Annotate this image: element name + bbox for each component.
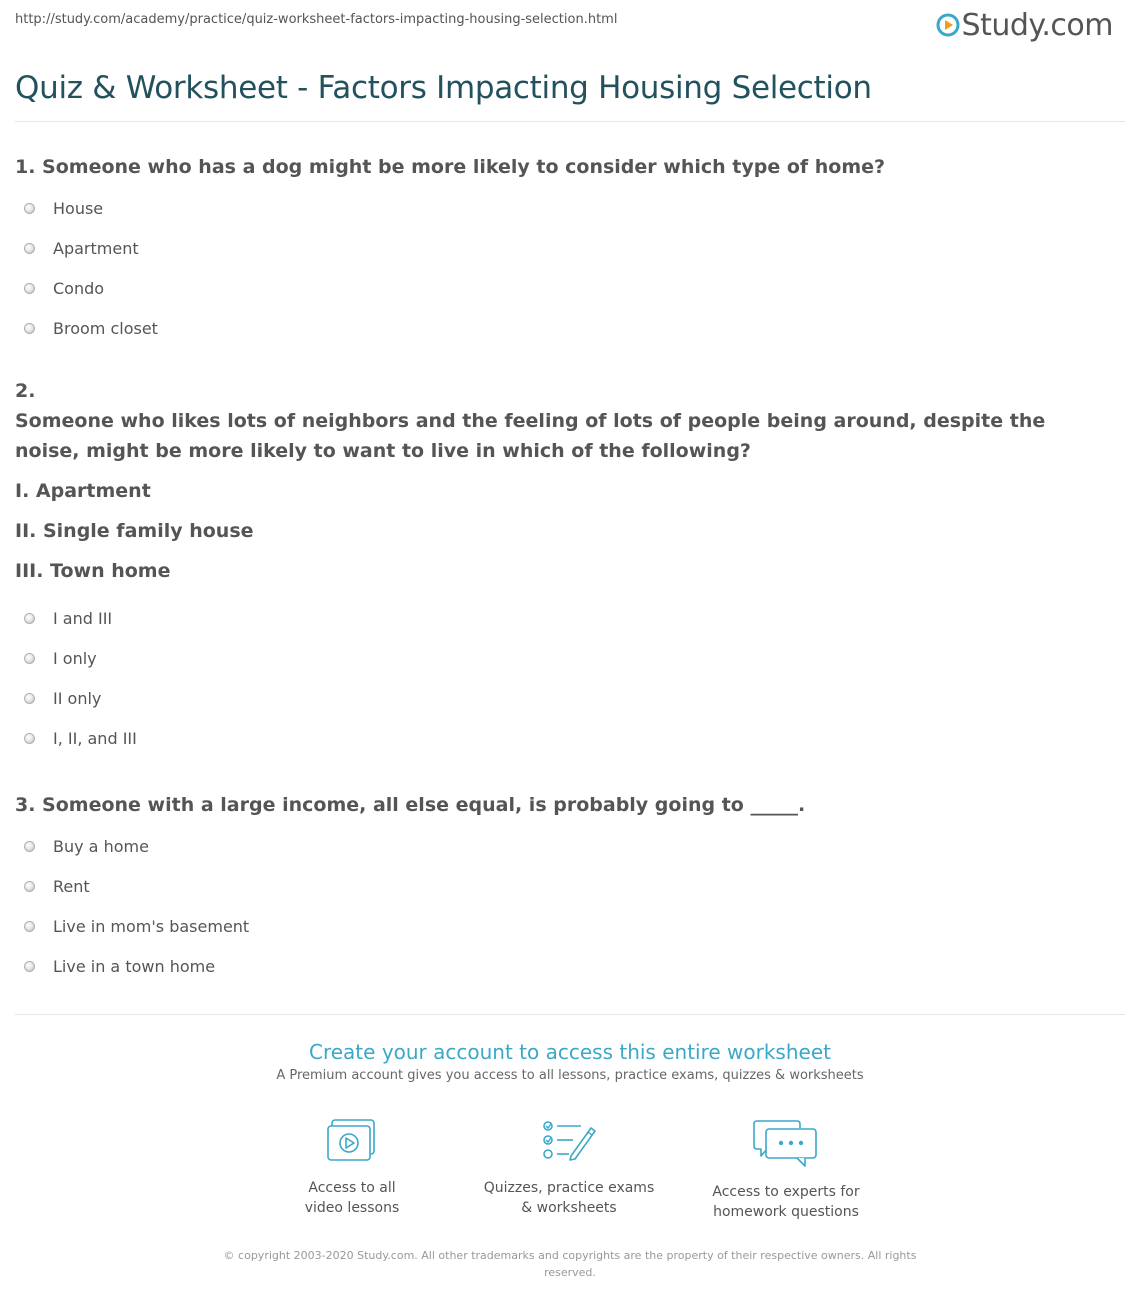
radio-icon[interactable] [24,653,35,664]
quiz-checklist-icon [541,1118,597,1164]
radio-icon[interactable] [24,841,35,852]
question-1 [15,152,1115,348]
statement-line: I. Apartment [15,480,151,502]
cta-subtitle: A Premium account gives you access to all lessons, practice exams, quizzes & worksheets [276,1068,864,1083]
answer-option[interactable] [15,268,1115,308]
option-label: Live in mom's basement [53,916,250,936]
chat-bubbles-icon [753,1118,819,1168]
option-label: I, II, and III [53,728,137,748]
logo-text: Study.com [961,7,1113,43]
answer-option[interactable] [15,308,1115,348]
statement-line: II. Single family house [15,520,254,542]
question-text: Someone who likes lots of neighbors and the feeling of lots of people being around, despite the noise, might be more likely to want to live in which of the following? [15,410,1046,462]
option-label: Buy a home [53,836,149,856]
radio-icon[interactable] [24,733,35,744]
copyright-notice: © copyright 2003-2020 Study.com. All other trademarks and copyrights are the property of their respective owners. All rights reserved. [223,1249,917,1279]
question-number: 2. [15,380,36,402]
answer-option[interactable] [15,826,1115,866]
answer-option[interactable] [15,598,1115,638]
cta-divider [15,1014,1125,1015]
option-label: Condo [53,278,105,298]
page-url: http://study.com/academy/practice/quiz-worksheet-factors-impacting-housing-selection.html [15,12,618,27]
radio-icon[interactable] [24,203,35,214]
video-lessons-icon [326,1118,378,1164]
answer-option[interactable] [15,228,1115,268]
answer-option[interactable] [15,866,1115,906]
cta-title-link[interactable]: Create your account to access this entire worksheet [309,1040,831,1064]
study-logo[interactable] [936,8,1113,42]
feature-experts [676,1118,896,1222]
answer-options [15,598,1115,758]
option-label: I only [53,648,97,668]
option-label: I and III [53,608,113,628]
radio-icon[interactable] [24,693,35,704]
answer-option[interactable] [15,188,1115,228]
radio-icon[interactable] [24,961,35,972]
answer-option[interactable] [15,638,1115,678]
question-2 [15,376,1115,758]
radio-icon[interactable] [24,243,35,254]
option-label: House [53,198,104,218]
option-label: Live in a town home [53,956,216,976]
option-label: II only [53,688,102,708]
title-divider [15,121,1125,122]
feature-label: Access to all video lessons [304,1180,400,1216]
radio-icon[interactable] [24,323,35,334]
feature-label: Quizzes, practice exams & worksheets [483,1180,655,1216]
feature-label: Access to experts for homework questions [712,1184,860,1220]
statement-line: III. Town home [15,560,171,582]
feature-video-lessons [242,1118,462,1218]
option-label: Apartment [53,238,139,258]
answer-options [15,826,1115,986]
question-text: 1. Someone who has a dog might be more likely to consider which type of home? [15,156,886,178]
question-text: 3. Someone with a large income, all else equal, is probably going to _____. [15,794,806,816]
radio-icon[interactable] [24,921,35,932]
feature-quizzes [459,1118,679,1218]
radio-icon[interactable] [24,283,35,294]
answer-option[interactable] [15,946,1115,986]
answer-options [15,188,1115,348]
answer-option[interactable] [15,906,1115,946]
radio-icon[interactable] [24,613,35,624]
page-title: Quiz & Worksheet - Factors Impacting Housing Selection [15,70,872,106]
answer-option[interactable] [15,678,1115,718]
answer-option[interactable] [15,718,1115,758]
option-label: Rent [53,876,90,896]
play-circle-icon [936,13,960,37]
question-3 [15,790,1115,986]
option-label: Broom closet [53,318,158,338]
radio-icon[interactable] [24,881,35,892]
